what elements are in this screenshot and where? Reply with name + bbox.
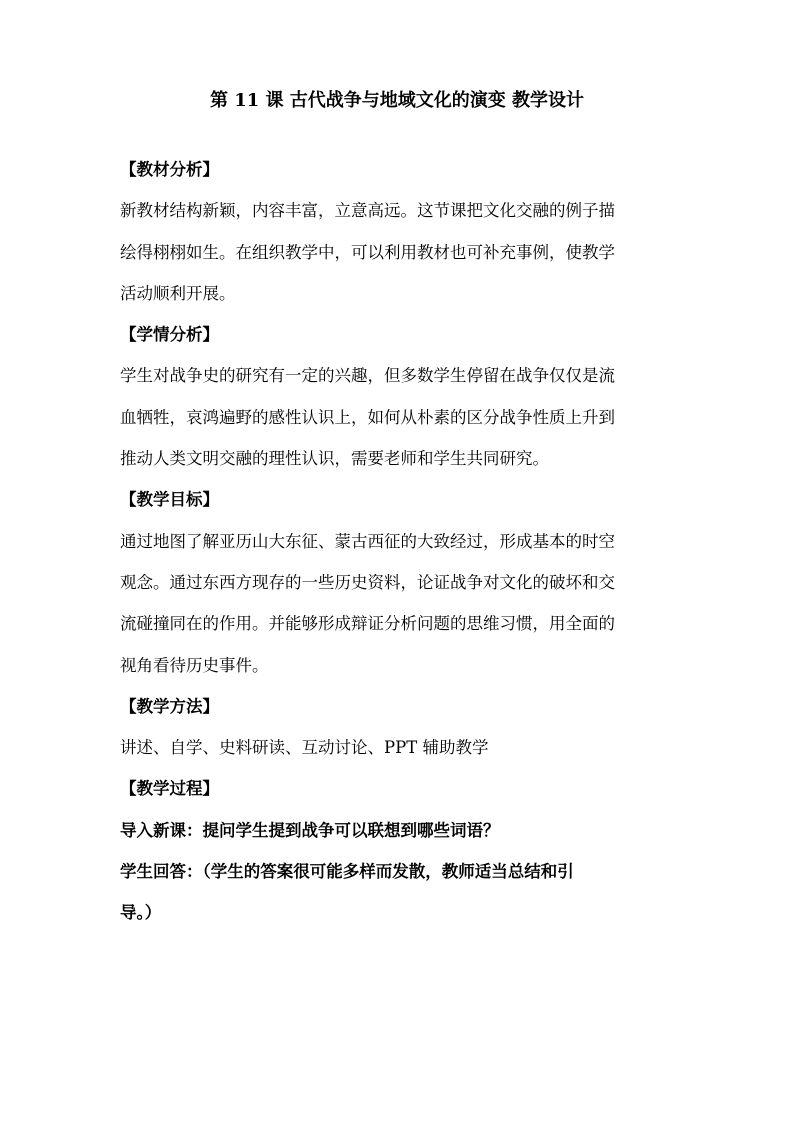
document-body: [120, 149, 678, 934]
section-heading: 【教学方法】: [120, 696, 219, 716]
paragraph-line: 导入新课：提问学生提到战争可以联想到哪些词语？: [120, 820, 500, 840]
section-textbook-analysis: [120, 149, 678, 314]
section-heading: 【学情分析】: [120, 325, 219, 345]
paragraph-line: 学生回答：（学生的答案很可能多样而发散，教师适当总结和引: [120, 862, 574, 882]
paragraph-line: 绘得栩栩如生。在组织教学中，可以利用教材也可补充事例，使教学: [120, 242, 615, 262]
paragraph-line: 新教材结构新颖，内容丰富，立意高远。这节课把文化交融的例子描: [120, 201, 615, 221]
paragraph-line: 通过地图了解亚历山大东征、蒙古西征的大致经过，形成基本的时空: [120, 531, 615, 551]
paragraph-line: 讲述、自学、史料研读、互动讨论、PPT 辅助教学: [120, 738, 489, 758]
paragraph-line: 流碰撞同在的作用。并能够形成辩证分析问题的思维习惯，用全面的: [120, 614, 615, 634]
section-teaching-goals: [120, 479, 678, 685]
section-teaching-process: [120, 768, 678, 933]
paragraph-line: 推动人类文明交融的理性认识，需要老师和学生共同研究。: [120, 449, 549, 469]
paragraph-line: 学生对战争史的研究有一定的兴趣，但多数学生停留在战争仅仅是流: [120, 366, 615, 386]
paragraph-line: 血牺牲，哀鸿遍野的感性认识上，如何从朴素的区分战争性质上升到: [120, 407, 615, 427]
paragraph-line: 观念。通过东西方现存的一些历史资料，论证战争对文化的破坏和交: [120, 572, 615, 592]
section-student-analysis: [120, 314, 678, 479]
section-heading: 【教学过程】: [120, 779, 219, 799]
paragraph-line: 导。）: [120, 903, 162, 923]
section-teaching-methods: [120, 686, 678, 769]
section-heading: 【教材分析】: [120, 160, 219, 179]
section-heading: 【教学目标】: [120, 490, 219, 510]
document-title: 第 11 课 古代战争与地域文化的演变 教学设计: [209, 90, 585, 111]
paragraph-line: 视角看待历史事件。: [120, 655, 269, 675]
paragraph-line: 活动顺利开展。: [120, 283, 236, 303]
